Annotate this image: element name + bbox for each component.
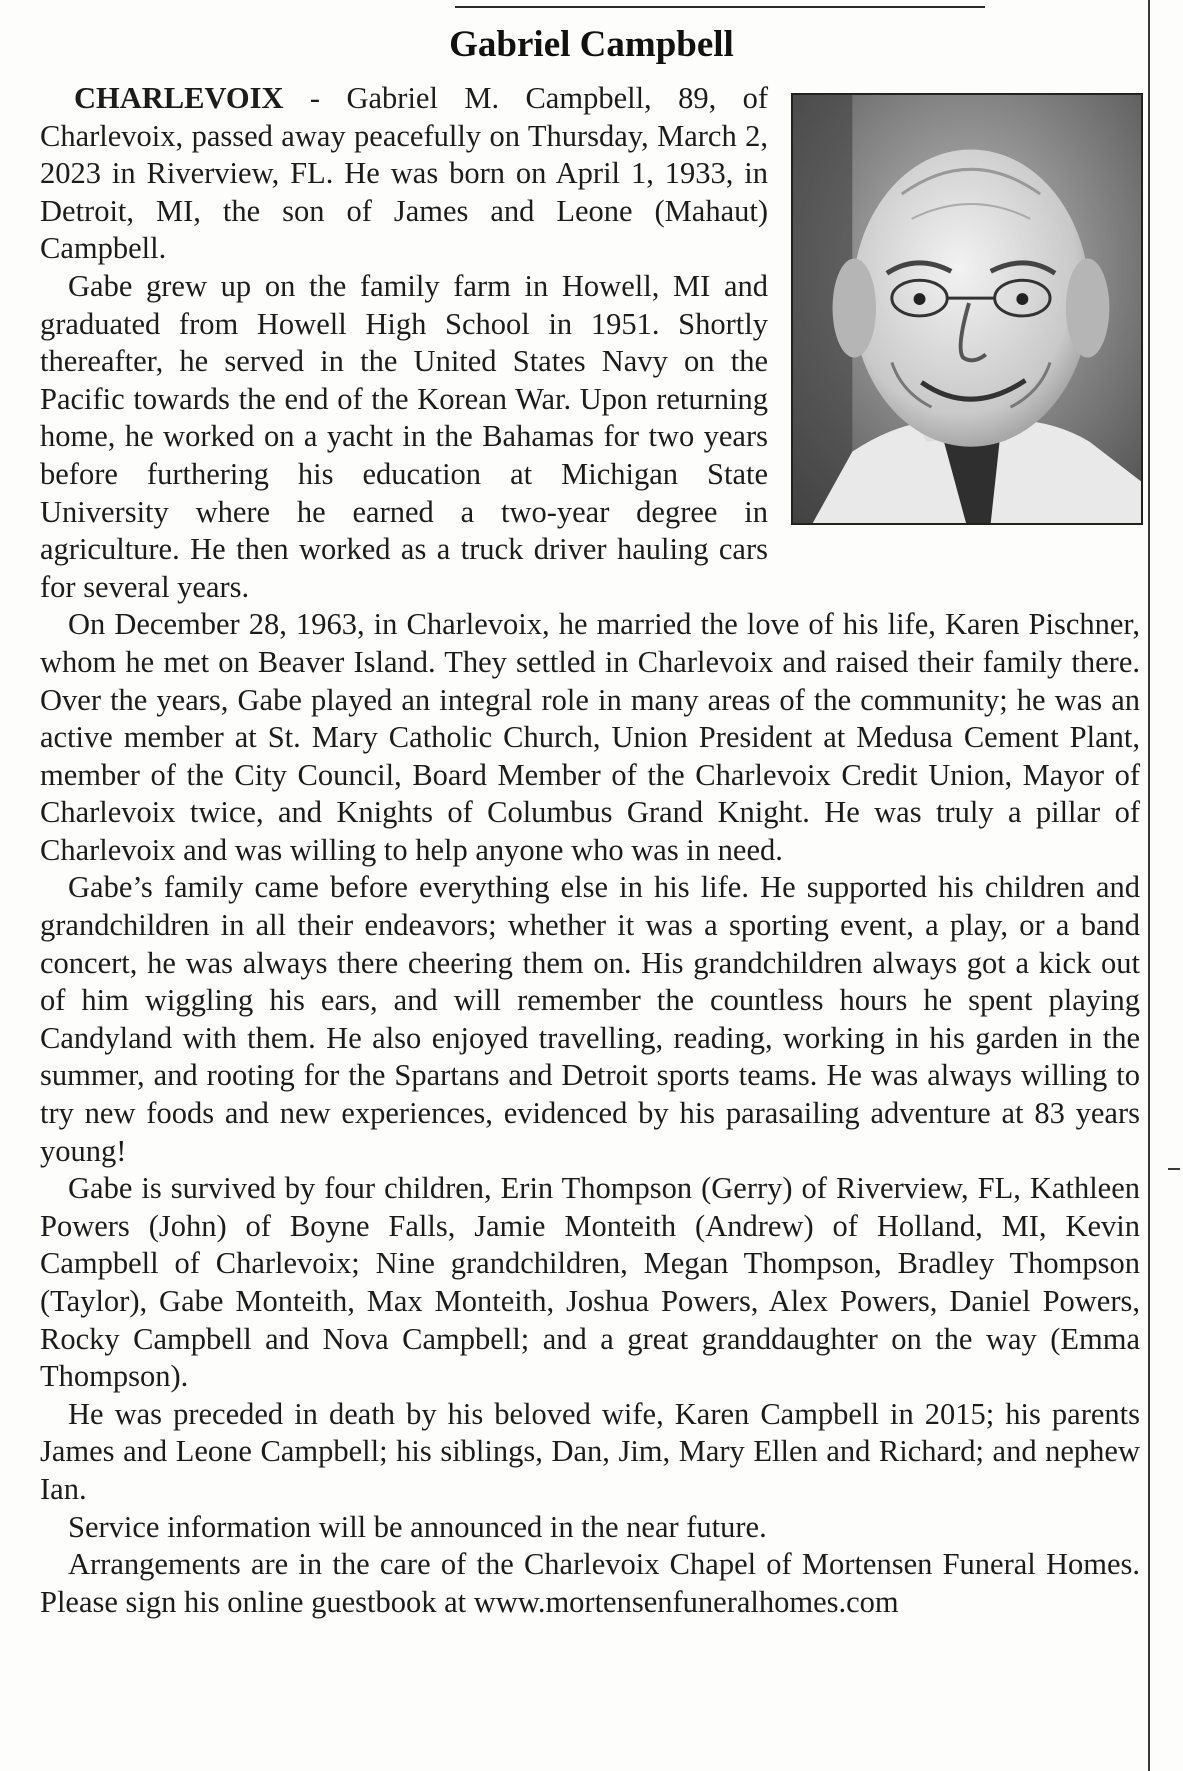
dateline: CHARLEVOIX [74,81,284,115]
obituary-paragraph-3: On December 28, 1963, in Charlevoix, he married the love of his life, Karen Pischner, whom he met on Beaver Island. They settled in Charlevoix and raised their family there. Over the years, Gabe played an integral role in many areas of the community; he was an active member at St. Mary Catholic Church, Union President at Medusa Cement Plant, member of the City Council, Board Member of the Charlevoix Credit Union, Mayor of Charlevoix twice, and Knights of Columbus Grand Knight. He was truly a pillar of Charlevoix and was willing to help anyone who was in need. [40,607,1140,867]
top-rule-divider [455,6,985,8]
obituary-body [40,80,1140,1621]
obituary-paragraph-7: Service information will be announced in the near future. [68,1509,767,1544]
photo-wrap-spacer [768,80,1140,538]
obituary-paragraph-2: Gabe grew up on the family farm in Howell, MI and graduated from Howell High School in 1951. Shortly thereafter, he served in the United States Navy on the Pacific towards the end of the Korean War. Upon returning home, he worked on a yacht in the Bahamas for two years before furthering his education at Michigan State University where he earned a two-year degree in agriculture. He then worked as a truck driver hauling cars for several years. [40,268,768,604]
obituary-paragraph-8: Arrangements are in the care of the Charlevoix Chapel of Mortensen Funeral Homes. Please sign his online guestbook at www.mortensenfuneralhomes.com [40,1547,1140,1619]
obituary-paragraph-4: Gabe’s family came before everything else in his life. He supported his children and grandchildren in all their endeavors; whether it was a sporting event, a play, or a band concert, he was always there cheering them on. His grandchildren always got a kick out of him wiggling his ears, and will remember the countless hours he spent playing Candyland with them. He also enjoyed travelling, reading, working in his garden in the summer, and rooting for the Spartans and Detroit sports teams. He was always willing to try new foods and new experiences, evidenced by his parasailing adventure at 83 years young! [40,870,1140,1168]
column-rule-divider [1148,0,1150,1771]
obituary-paragraph-5: Gabe is survived by four children, Erin Thompson (Gerry) of Riverview, FL, Kathleen Powers (John) of Boyne Falls, Jamie Monteith (Andrew) of Holland, MI, Kevin Campbell of Charlevoix; Nine grandchildren, Megan Thompson, Bradley Thompson (Taylor), Gabe Monteith, Max Monteith, Joshua Powers, Alex Powers, Daniel Powers, Rocky Campbell and Nova Campbell; and a great granddaughter on the way (Emma Thompson). [40,1171,1140,1394]
obituary-title: Gabriel Campbell [449,24,734,65]
obituary-paragraph-6: He was preceded in death by his beloved wife, Karen Campbell in 2015; his parents James and Leone Campbell; his siblings, Dan, Jim, Mary Ellen and Richard; and nephew Ian. [40,1396,1140,1506]
paragraph-text: - Gabriel M. Campbell, 89, of Charlevoix, passed away peacefully on Thursday, March 2, 2023 in Riverview, FL. He was born on April 1, 1933, in Detroit, MI, the son of James and Leone (Mahaut) Campbell. [40,81,768,266]
column-tick-mark [1168,1168,1180,1170]
